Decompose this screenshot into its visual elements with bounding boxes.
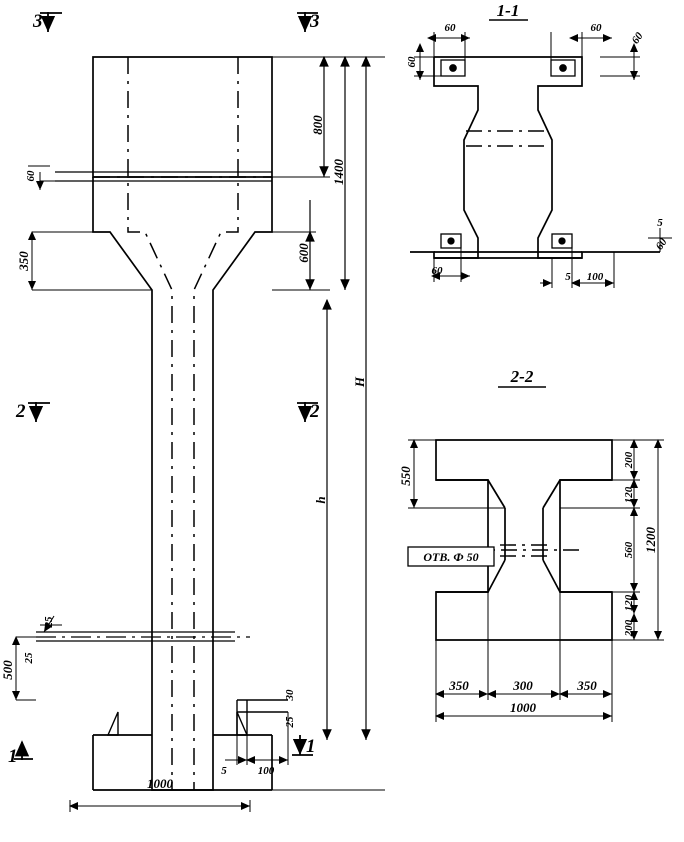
section-2-2 — [398, 367, 664, 722]
dim-1000-bottom-label: 1000 — [147, 776, 173, 791]
dim-1000-bottom — [70, 800, 250, 812]
s22-dim-1200: 1200 — [643, 527, 658, 553]
section-mark-2-right — [297, 401, 320, 422]
s22-dim-120-top: 120 — [623, 486, 635, 504]
section-mark-2-right-label: 2 — [310, 401, 320, 422]
section-mark-1-left-label: 1 — [8, 746, 18, 767]
s11-dim-60-top-right: 60 — [590, 22, 602, 34]
bottom-plate-detail — [36, 632, 250, 641]
section-1-1 — [406, 1, 672, 288]
s22-dim-550 — [408, 440, 505, 508]
dim-350-left — [32, 232, 152, 290]
s11-dims-top-right — [551, 32, 640, 80]
dim-350-left-label: 350 — [16, 251, 31, 271]
elevation-hidden-lines — [93, 57, 272, 790]
s11-dim-60-right: 60 — [653, 236, 670, 253]
s22-hole-note — [408, 547, 494, 566]
s11-dim-100-bottom: 100 — [586, 271, 604, 283]
elevation-extension-lines — [272, 57, 385, 790]
dim-500-left — [16, 637, 36, 700]
section-mark-1-left — [8, 742, 33, 767]
section-mark-2-left — [15, 401, 50, 422]
s11-dim-5-bottom: 5 — [565, 271, 571, 283]
dim-H-label: H — [352, 376, 367, 388]
dim-5-bottom-label: 5 — [221, 765, 227, 777]
section-mark-2-left-label: 2 — [16, 401, 26, 422]
s22-dim-120-bottom: 120 — [623, 594, 635, 612]
s22-dim-350-left: 350 — [449, 678, 469, 693]
s22-hole-note-label: ОТВ. Ф 50 — [423, 550, 479, 564]
dim-25b-label: 25 — [23, 652, 35, 664]
dim-600-label: 600 — [296, 243, 311, 263]
dim-25-right-label: 25 — [284, 716, 296, 728]
s11-dim-60-top-left-b: 60 — [406, 56, 418, 68]
section-mark-1-right — [292, 735, 316, 757]
s22-dim-1000: 1000 — [510, 700, 536, 715]
section-2-2-title: 2-2 — [510, 367, 534, 386]
elevation-view-outline — [93, 57, 272, 790]
dim-500-left-label: 500 — [0, 660, 15, 680]
section-1-1-title: 1-1 — [496, 1, 520, 20]
s22-dim-200-bottom: 200 — [623, 619, 635, 637]
dim-30-label: 30 — [284, 689, 296, 701]
section-mark-3-right — [297, 11, 320, 32]
dim-5-100-bottom — [225, 712, 288, 765]
s22-dim-300: 300 — [513, 678, 533, 693]
dim-h-label: h — [313, 496, 328, 504]
section-mark-3-right-label: 3 — [310, 11, 320, 32]
s11-dim-60-top-left-a: 60 — [444, 22, 456, 34]
dim-100-bottom-label: 100 — [257, 765, 275, 777]
s22-dim-350-right: 350 — [577, 678, 597, 693]
s11-dim-60-bottom-left: 60 — [431, 265, 443, 277]
dim-25a-label: 25 — [43, 616, 55, 628]
dim-1400-label: 1400 — [331, 159, 346, 185]
s22-dim-200-top: 200 — [623, 451, 635, 469]
dim-60-top-left-label: 60 — [25, 170, 37, 182]
dim-800-label: 800 — [310, 115, 325, 135]
section-mark-3-left — [32, 11, 62, 32]
s11-dim-60-top-right-b: 60 — [629, 30, 646, 47]
section-mark-1-right-label: 1 — [306, 736, 316, 757]
s11-dims-top-left — [414, 32, 470, 80]
s11-dim-5-right: 5 — [657, 217, 663, 229]
section-mark-3-left-label: 3 — [33, 11, 43, 32]
s22-dim-560: 560 — [623, 541, 635, 559]
s22-dim-550-label: 550 — [398, 466, 413, 486]
